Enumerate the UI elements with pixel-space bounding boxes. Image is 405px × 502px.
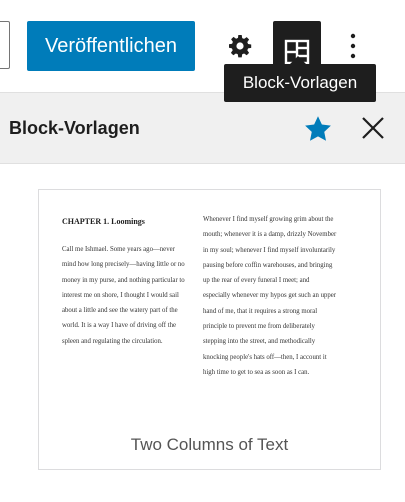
- preview-left-column: [62, 214, 190, 349]
- pattern-preview: [39, 190, 380, 430]
- tooltip: Block-Vorlagen: [224, 64, 376, 102]
- publish-button[interactable]: Veröffentlichen: [27, 21, 195, 71]
- preview-right-text: Whenever I find myself growing grim about the mouth; whenever it is a damp, drizzly November in my soul; whenever I find myself involuntarily pausing before coffin warehouses, and bringing up the rear of every funeral I meet; and especially whenever my hypos get such an upper hand of me, that it requires a strong moral principle to prevent me from deliberately stepping into the street, and methodically knocking people's hats off—then, I account it high time to get to sea as soon as I can.: [203, 216, 337, 376]
- preview-heading: CHAPTER 1. Loomings: [62, 217, 145, 226]
- preview-button[interactable]: [0, 21, 10, 69]
- sidebar-title: Block-Vorlagen: [9, 118, 140, 138]
- preview-right-column: [203, 212, 338, 380]
- preview-left-text: Call me Ishmael. Some years ago—never mind how long precisely—having little or no money in my purse, and nothing particular to interest me on shore, I thought I would sail about a little and see the watery part of the world. It is a way I have of driving off the spleen and regulating the circulation.: [62, 246, 185, 345]
- pattern-item-two-columns[interactable]: [38, 189, 381, 470]
- star-button[interactable]: [300, 111, 336, 147]
- more-vertical-icon: [349, 33, 357, 59]
- gear-icon: [228, 34, 252, 58]
- more-options-button[interactable]: [338, 26, 368, 66]
- pattern-label: Two Columns of Text: [130, 435, 289, 454]
- close-sidebar-button[interactable]: [354, 109, 392, 147]
- sidebar-header: [0, 92, 405, 164]
- settings-button[interactable]: [220, 26, 260, 66]
- star-icon: [303, 114, 333, 144]
- close-icon: [360, 115, 386, 141]
